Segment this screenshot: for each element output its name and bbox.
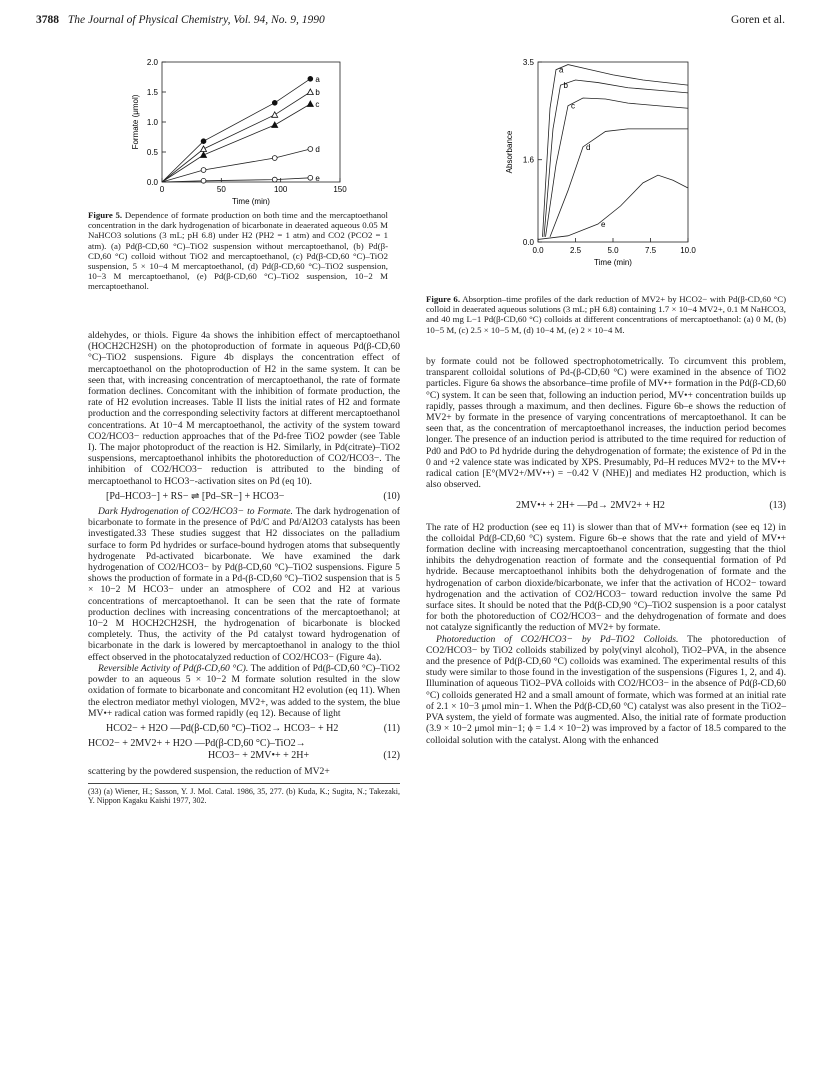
journal-citation: The Journal of Physical Chemistry, Vol. 94, No. 9, 1990: [67, 14, 325, 26]
fig5-series-label-b: b: [315, 88, 320, 97]
fig5-ytick-label: 0.5: [146, 148, 158, 157]
fig5-point-d: [272, 156, 277, 161]
fig5-point-b: [201, 146, 207, 152]
equation-11: [88, 723, 400, 734]
fig5-point-e: [272, 177, 277, 182]
left-paragraph-2-text: The dark hydrogenation of bicarbonate to formate in the presence of Pd/C and Pd/Al2O3 catalysts has been investigated.33 These studies suggest that H2 dissociates on the palladium surface to form Pd hydrides or surface-bound hydrogen atoms that subsequently hydrogenate Pd-activated bicarbonate. We have examined the dark hydrogenation of CO2/HCO3− by Pd(β-CD,60 °C)–TiO2 suspensions. Figure 5 shows the production of formate in a Pd-(β-CD,60 °C)–TiO2 suspension that is 5 × 10−2 M HCO3− under an atmosphere of CO2 and H2 at various concentrations of mercaptoethanol. It can be seen that the rate of formate production declines with increasing concentrations of the mercaptoethanol; at 10−2 M HOCH2CH2SH, the hydrogenation of bicarbonate is blocked completely. Thus, the activity of the Pd catalyst toward hydrogenation of bicarbonate in the dark is lowered by mercaptoethanol in analogy to the thiol effect observed in the photocatalyzed reduction of CO2/HCO3− (Figure 4a).: [88, 506, 400, 663]
left-paragraph-3-text: The addition of Pd(β-CD,60 °C)–TiO2 powder to an aqueous 5 × 10−2 M formate solution resulted in the slow oxidation of formate to bicarbonate and concomitant H2 evolution (eq 11). When the electron mediator methyl viologen, MV2+, was added to the system, the blue MV•+ radical cation was formed rapidly (eq 12). Because of light: [88, 662, 400, 719]
fig5-point-d: [308, 147, 313, 152]
left-paragraph-4: scattering by the powdered suspension, the reduction of MV2+: [88, 765, 330, 777]
fig5-ytick-label: 1.5: [146, 88, 158, 97]
equation-11-body: HCO2− + H2O —Pd(β-CD,60 °C)–TiO2→ HCO3− + H2: [106, 722, 339, 734]
figure5-caption: [88, 210, 388, 292]
fig6-series-label-c: c: [571, 101, 575, 111]
fig5-xtick-label: 50: [216, 185, 226, 194]
fig5-series-label-d: d: [315, 145, 320, 154]
figure6-caption-text: Absorption–time profiles of the dark reduction of MV2+ by HCO2− with Pd(β-CD,60 °C) colloid in deaerated aqueous solutions (3 mL; pH 6.8) containing 1.7 × 10−4 MV2+, 0.1 M NaHCO3, and 40 mg L−1 Pd(β-CD,60 °C) colloids at different concentrations of mercaptoethanol: (a) 0 M, (b) 10−5 M, (c) 2.5 × 10−5 M, (d) 10−4 M, (e) 2 × 10−4 M.: [426, 294, 786, 335]
section-heading-dark-hydrogenation: Dark Hydrogenation of CO2/HCO3− to Formate.: [98, 506, 293, 518]
fig5-ytick-label: 2.0: [146, 58, 158, 67]
section-heading-photoreduction: Photoreduction of CO2/HCO3− by Pd–TiO2 Colloids.: [436, 633, 679, 645]
fig6-xlabel: Time (min): [594, 258, 632, 267]
fig6-series-label-e: e: [601, 220, 606, 229]
left-paragraph-3: [88, 663, 400, 719]
fig5-series-line-b: [162, 92, 310, 182]
figure5-caption-text: Dependence of formate production on both time and the mercaptoethanol concentration in the dark hydrogenation of bicarbonate in deaerated aqueous 0.05 M NaHCO3 solutions (3 mL; pH 6.8) under H2 (PH2 = 1 atm) and CO2 (PCO2 = 1 atm). (a) Pd(β-CD,60 °C)–TiO2 suspension without mercaptoethanol, (b) Pd(β-CD,60 °C) colloid without TiO2 and mercaptoethanol, (c) Pd(β-CD,60 °C)–TiO2 suspension, 5 × 10−4 M mercaptoethanol, (d) Pd(β-CD,60 °C)–TiO2 suspension, 10−3 M mercaptoethanol, (e) Pd(β-CD,60 °C)–TiO2 suspension, 10−2 M mercaptoethanol.: [88, 210, 388, 292]
equation-12-line-1: HCO2− + 2MV2+ + H2O —Pd(β-CD,60 °C)–TiO2→: [88, 738, 306, 750]
fig6-series-line-e: [538, 175, 688, 239]
fig5-point-a: [201, 139, 206, 144]
figure6-caption: [426, 294, 786, 335]
fig5-series-line-a: [162, 79, 310, 182]
fig6-series-line-d: [550, 129, 688, 237]
equation-10-number: (10): [383, 490, 400, 502]
fig6-ytick-label: 3.5: [522, 58, 534, 67]
figure5-chart: [90, 52, 360, 212]
fig5-ytick-label: 0.0: [146, 178, 158, 187]
footnote-33: (33) (a) Wiener, H.; Sasson, Y. J. Mol. Catal. 1986, 35, 277. (b) Kuda, K.; Sugita, N.; Takezaki, Y. Nippon Kagaku Kaishi 1977, 302.: [88, 783, 400, 806]
figure5-caption-label: Figure 5.: [88, 210, 123, 220]
fig5-point-c: [272, 122, 278, 128]
fig5-series-label-c: c: [315, 100, 320, 109]
fig6-series-label-a: a: [559, 65, 564, 75]
left-paragraph-2: [88, 506, 400, 663]
right-paragraph-2: The rate of H2 production (see eq 11) is slower than that of MV•+ formation (see eq 12) in the colloidal Pd(β-CD,60 °C) system. Figure 6b–e shows that the rate and yield of MV•+ formation decline with increasing mercaptoethanol concentration, suggesting that the thiol inhibits the dehydrogenation reaction of formate and the consequential formation of Pd hydride. Because mercaptoethanol inhibits both the dehydrogenation of formate and the hydrogenation of carbon dioxide/bicarbonate, we infer that the activation of HCO2− toward hydrogenation and the activation of CO2/HCO3− toward reduction involve the same Pd surface sites. It should be noted that the Pd(β-CD,90 °C)–TiO2 suspension is a poor catalyst for both the photoreduction of CO2/HCO3− and the dehydrogenation of formate and does not catalyze significantly the reduction of MV2+ by formate.: [426, 521, 786, 634]
fig6-series-line-b: [544, 80, 688, 237]
fig5-point-e: [308, 175, 313, 180]
equation-10-body: [Pd–HCO3−] + RS− ⇌ [Pd–SR−] + HCO3−: [106, 490, 285, 502]
equation-12-number: (12): [383, 750, 400, 762]
fig5-point-d: [201, 168, 206, 173]
fig5-xtick-label: 0: [159, 185, 165, 194]
equation-13: [426, 500, 786, 511]
fig6-ytick-label: 0.0: [522, 238, 534, 247]
fig5-point-c: [307, 101, 313, 107]
section-heading-reversible-activity: Reversible Activity of Pd(β-CD,60 °C).: [98, 662, 249, 674]
fig5-series-label-e: e: [315, 173, 320, 183]
fig5-xtick-label: 150: [333, 185, 347, 194]
fig5-plot-frame: [162, 62, 340, 182]
fig5-series-line-e: [162, 178, 310, 182]
figure6-chart: [498, 52, 698, 292]
fig5-ytick-label: 1.0: [146, 118, 158, 127]
fig6-series-line-c: [546, 98, 689, 237]
left-column: [88, 330, 400, 806]
fig5-point-a: [308, 76, 313, 81]
fig5-point-c: [201, 152, 207, 158]
fig5-point-b: [272, 112, 278, 118]
fig5-xtick-label: 100: [273, 185, 288, 194]
fig5-ylabel: Formate (μmol): [131, 94, 140, 150]
figure6-caption-label: Figure 6.: [426, 294, 461, 304]
fig6-ytick-label: 1.6: [522, 155, 534, 165]
equation-13-body: 2MV•+ + 2H+ —Pd→ 2MV2+ + H2: [516, 500, 665, 512]
equation-10: [88, 491, 400, 502]
fig5-point-e: [201, 178, 206, 183]
fig6-xtick-label: 5.0: [607, 246, 619, 255]
fig6-xtick-label: 7.5: [644, 246, 657, 255]
equation-12-line-2: HCO3− + 2MV•+ + 2H+: [208, 750, 310, 762]
equation-12: [88, 738, 400, 761]
page-number: 3788: [36, 14, 59, 26]
running-header: [36, 14, 785, 30]
fig5-point-b: [307, 89, 313, 95]
fig6-series-line-a: [543, 65, 689, 237]
equation-13-number: (13): [769, 500, 786, 512]
fig5-xlabel: Time (min): [232, 197, 270, 206]
fig6-xtick-label: 0.0: [532, 246, 544, 255]
right-paragraph-3-text: The photoreduction of CO2/HCO3− by TiO2 colloids stabilized by poly(vinyl alcohol), TiO2–PVA, in the absence and the presence of Pd(β-CD,60 °C) colloids was examined. The experimental results of this study were similar to those found in the investigation of the suspensions (Figures 1, 2, and 4). Illumination of aqueous TiO2–PVA colloids with CO2/HCO3− in the absence of Pd(β-CD,60 °C) colloids generated H2 and a small amount of formate, which was formed at an initial rate of 2.1 × 10−3 μmol min−1. When the Pd(β-CD,60 °C) catalyst was also present in the TiO2–PVA system, the yield of formate was augmented. Also, the initial rate of formate production (3.9 × 10−2 μmol min−1; ϕ = 1.4 × 10−2) was improved by a factor of 18.5 compared to the colloidal solution with the catalyst. Along with the enhanced: [426, 633, 786, 746]
left-paragraph-1: aldehydes, or thiols. Figure 4a shows the inhibition effect of mercaptoethanol (HOCH2CH2SH) on the photoproduction of formate in aqueous Pd(β-CD,60 °C)–TiO2 suspensions. Figure 4b displays the concentration effect of mercaptoethanol on the photoproduction of H2 in the same system. It can be seen that, with increasing concentration of mercaptoethanol, the rate of formate formation declines. Concomitant with the inhibition of formate production, the rate of H2 evolution increases. Table II lists the initial rates of H2 and formate production and the corresponding selectivity factors at different mercaptoethanol concentrations. At 10−4 M mercaptoethanol, the activity of the system toward CO2/HCO3− reduction approaches that of the Pd-free TiO2 powder (see Table I). The major photoproduct of the reaction is H2. Similarly, in Pd(citrate)–TiO2 suspensions, mercaptoethanol inhibits the photoreduction of CO2/HCO3−. The inhibition of CO2/HCO3− reduction is attributed to the binding of mercaptoethanol to HCO3−-activation sites on Pd (eq 10).: [88, 330, 400, 487]
right-column: [426, 356, 786, 746]
fig6-series-label-d: d: [586, 142, 591, 152]
fig5-series-label-a: a: [315, 74, 320, 84]
fig5-series-line-c: [162, 104, 310, 182]
fig6-xtick-label: 2.5: [569, 246, 582, 255]
right-paragraph-1: by formate could not be followed spectrophotometrically. To circumvent this problem, transparent colloidal solutions of Pd-(β-CD,60 °C) were examined in the absence of TiO2 particles. Figure 6a shows the absorbance–time profile of MV•+ formation in the Pd(β-CD,60 °C) system. It can be seen that, following an induction period, MV•+ concentration builds up rapidly, passes through a maximum, and then declines. Figure 6b–e shows the reduction of MV2+ by formate in the presence of varying concentrations of mercaptoethanol. It can be seen that, as the concentration of mercaptoethanol increases, the induction period becomes longer. The presence of an induction period is attributed to the time required for reduction of Pd0 and PdO to Pd hydride during the dehydrogenation of formate; the existence of Pd in the 0 and +2 valence state was indicated by XPS. Presumably, Pd–H reduces MV2+ to the MV•+ radical cation [E°(MV2+/MV•+) = −0.42 V (NHE)] and mediates H2 production, which is also observed.: [426, 356, 787, 491]
fig6-ylabel: Absorbance: [505, 130, 514, 174]
right-paragraph-3: [426, 634, 786, 746]
fig6-xtick-label: 10.0: [680, 246, 696, 255]
fig6-series-label-b: b: [563, 81, 568, 91]
equation-11-number: (11): [383, 722, 400, 734]
running-authors: Goren et al.: [731, 14, 785, 26]
fig5-point-a: [272, 100, 277, 105]
fig5-series-line-d: [162, 149, 310, 182]
fig6-plot-frame: [538, 62, 688, 242]
